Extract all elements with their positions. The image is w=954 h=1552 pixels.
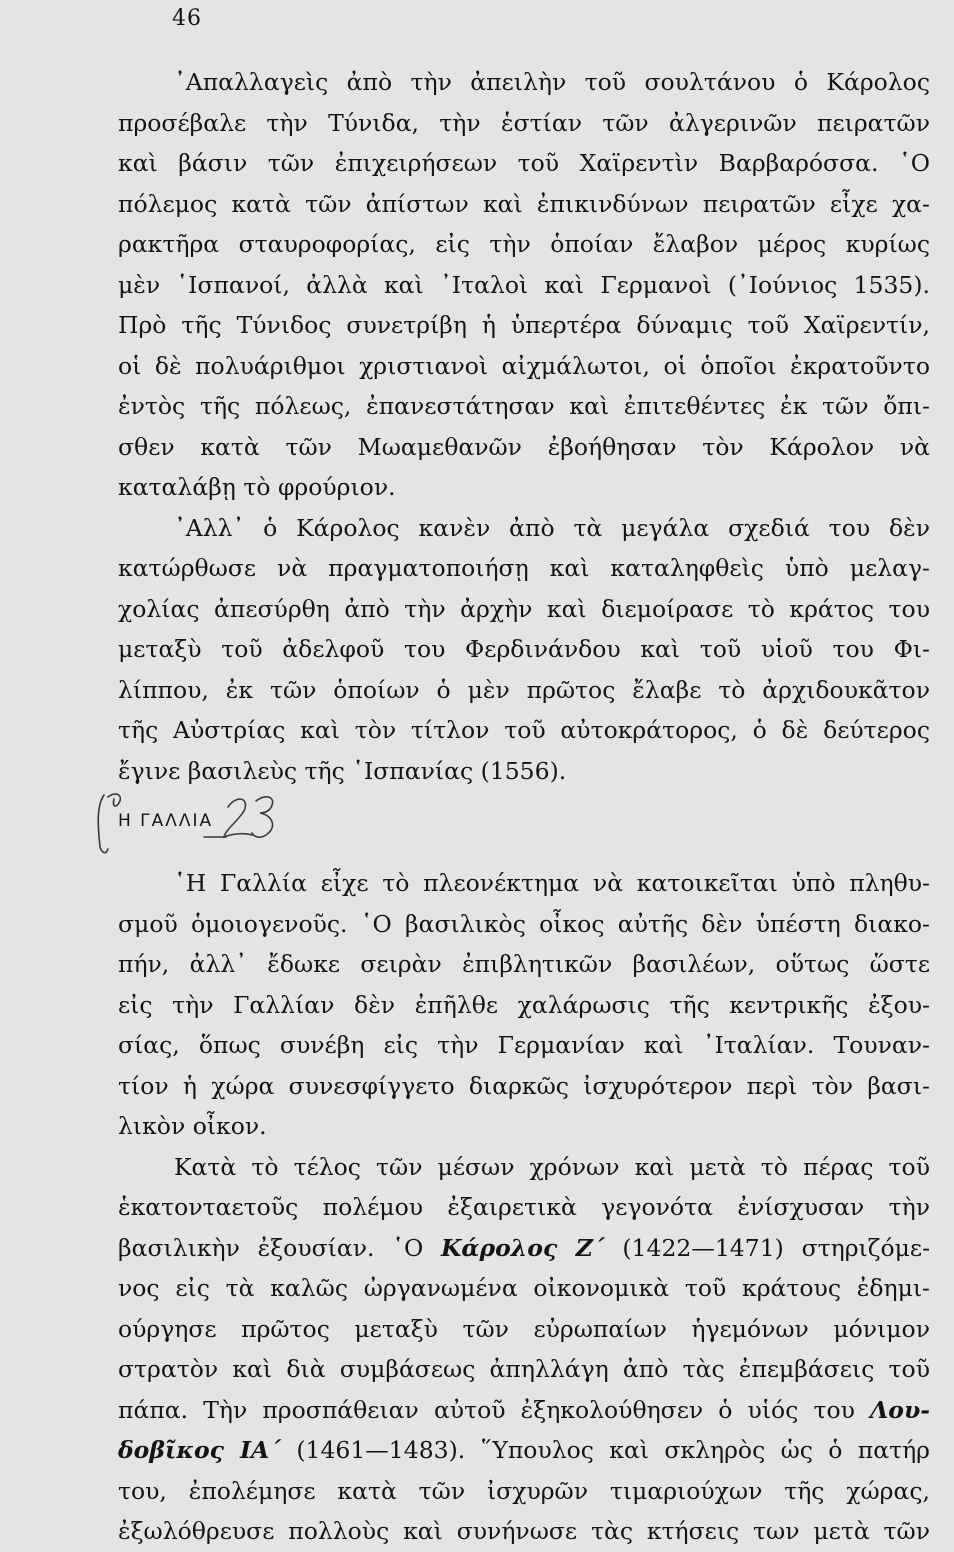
text-line: σίας, ὅπως συνέβη εἰς τὴν Γερμανίαν καὶ ᾿Ιταλίαν. Τουναν- — [118, 1031, 930, 1059]
text-line: τῆς Αὐστρίας καὶ τὸν τίτλον τοῦ αὐτοκράτορος, ὁ δὲ δεύτερος — [118, 716, 930, 744]
text-span: βασιλικὴν ἐξουσίαν. ῾Ο — [118, 1233, 441, 1262]
text-line — [118, 1228, 930, 1269]
text-line: καταλάβῃ τὸ φρούριον. — [118, 473, 396, 501]
text-line: ᾿Αλλ᾿ ὁ Κάρολος κανὲν ἀπὸ τὰ μεγάλα σχεδιά του δὲν — [174, 513, 930, 542]
text-span: πάπα. Τὴν προσπάθειαν αὐτοῦ ἐξηκολούθησεν ὁ υἱός του — [118, 1395, 871, 1424]
king-name-louis-xi-part2: δοβῖκος ΙΑ´ — [118, 1436, 281, 1464]
text-line: ᾿Απαλλαγεὶς ἀπὸ τὴν ἀπειλὴν τοῦ σουλτάνου ὁ Κάρολος — [174, 68, 930, 96]
text-line: τίον ἡ χώρα συνεσφίγγετο διαρκῶς ἰσχυρότερον περὶ τὸν βασι- — [118, 1071, 930, 1100]
text-line: ρακτῆρα σταυροφορίας, εἰς τὴν ὁποίαν ἔλαβον μέρος κυρίως — [118, 230, 930, 258]
text-line: ἐντὸς τῆς πόλεως, ἐπανεστάτησαν καὶ ἐπιτεθέντες ἐκ τῶν ὄπι- — [118, 392, 930, 420]
king-name-charles-vii: Κάρολος Ζ´ — [441, 1233, 605, 1262]
text-line: στρατὸν καὶ διὰ συμβάσεως ἀπηλλάγη ἀπὸ τὰς ἐπεμβάσεις τοῦ — [118, 1355, 930, 1383]
text-line: Πρὸ τῆς Τύνιδος συνετρίβη ἡ ὑπερτέρα δύναμις τοῦ Χαϊρεντίν, — [118, 311, 930, 339]
text-line: προσέβαλε τὴν Τύνιδα, τὴν ἑστίαν τῶν ἀλγερινῶν πειρατῶν — [118, 108, 930, 137]
text-line: μεταξὺ τοῦ ἀδελφοῦ του Φερδινάνδου καὶ τοῦ υἱοῦ του Φι- — [118, 635, 930, 663]
text-line: ἑκατονταετοῦς πολέμου ἐξαιρετικὰ γεγονότα ἐνίσχυσαν τὴν — [118, 1193, 930, 1221]
text-line: εἰς τὴν Γαλλίαν δὲν ἐπῆλθε χαλάρωσις τῆς κεντρικῆς ἐξου- — [118, 990, 930, 1019]
text-column — [118, 62, 930, 1552]
king-name-louis-xi-part1: Λου- — [870, 1395, 930, 1424]
text-line: πήν, ἀλλ᾿ ἔδωκε σειρὰν ἐπιβλητικῶν βασιλέων, οὕτως ὥστε — [118, 950, 930, 978]
text-line: ἔγινε βασιλεὺς τῆς ῾Ισπανίας (1556). — [118, 756, 567, 785]
text-line: οἱ δὲ πολυάριθμοι χριστιανοὶ αἰχμάλωτοι, οἱ ὁποῖοι ἐκρατοῦντο — [118, 351, 930, 380]
text-line: λικὸν οἶκον. — [118, 1112, 267, 1140]
text-line: νος εἰς τὰ καλῶς ὠργανωμένα οἰκονομικὰ τοῦ κράτους ἐδημι- — [118, 1274, 930, 1302]
text-line: ῾Η Γαλλία εἶχε τὸ πλεονέκτημα νὰ κατοικεῖται ὑπὸ πληθυ- — [174, 869, 930, 897]
text-line: σμοῦ ὁμοιογενοῦς. ῾Ο βασιλικὸς οἶκος αὐτῆς δὲν ὑπέστη διακο- — [118, 909, 930, 938]
text-line: μὲν ῾Ισπανοί, ἀλλὰ καὶ ᾿Ιταλοὶ καὶ Γερμανοὶ (᾿Ιούνιος 1535). — [118, 270, 930, 299]
text-span: (1461—1483). ῞Υπουλος καὶ σκληρὸς ὡς ὁ πατήρ — [280, 1436, 930, 1464]
text-span: (1422—1471) στηριζόμε- — [604, 1233, 930, 1262]
text-line: χολίας ἀπεσύρθη ἀπὸ τὴν ἀρχὴν καὶ διεμοίρασε τὸ κράτος του — [118, 594, 930, 623]
text-line: λίππου, ἐκ τῶν ὁποίων ὁ μὲν πρῶτος ἔλαβε τὸ ἀρχιδουκᾶτον — [118, 675, 930, 704]
paragraph-2 — [118, 508, 930, 792]
text-line: καὶ βάσιν τῶν ἐπιχειρήσεων τοῦ Χαϊρεντὶν Βαρβαρόσσα. ῾Ο — [118, 149, 930, 177]
text-line: κατώρθωσε νὰ πραγματοποιήσῃ καὶ καταληφθεὶς ὑπὸ μελαγ- — [118, 554, 930, 582]
text-line: πόλεμος κατὰ τῶν ἀπίστων καὶ ἐπικινδύνων πειρατῶν εἶχε χα- — [118, 189, 930, 218]
text-line: ἐξωλόθρευσε πολλοὺς καὶ συνήνωσε τὰς κτήσεις των μετὰ τῶν — [118, 1517, 930, 1545]
section-heading-row — [118, 793, 930, 857]
text-line — [118, 1390, 930, 1431]
text-line: Κατὰ τὸ τέλος τῶν μέσων χρόνων καὶ μετὰ τὸ πέρας τοῦ — [174, 1152, 930, 1181]
text-line — [118, 1430, 930, 1471]
paragraph-3 — [118, 863, 930, 1147]
page-number: 46 — [172, 6, 202, 31]
paragraph-1 — [118, 62, 930, 508]
text-line: του, ἐπολέμησε κατὰ τῶν ἰσχυρῶν τιμαριούχων τῆς χώρας, — [118, 1476, 930, 1505]
text-line: ούργησε πρῶτος μεταξὺ τῶν εὐρωπαίων ἡγεμόνων μόνιμον — [118, 1314, 930, 1343]
paragraph-4 — [118, 1147, 930, 1552]
text-line: σθεν κατὰ τῶν Μωαμεθανῶν ἐβοήθησαν τὸν Κάρολον νὰ — [118, 432, 930, 461]
section-heading: Η ΓΑΛΛΙΑ — [118, 811, 214, 831]
